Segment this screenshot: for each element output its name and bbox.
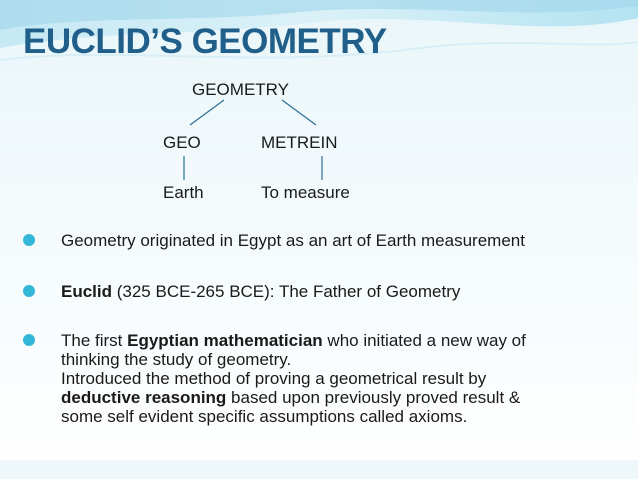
bullet-dot-icon xyxy=(23,334,35,346)
bullet-item xyxy=(23,231,613,251)
connector-root-right xyxy=(282,100,316,125)
bullet-dot-icon xyxy=(23,234,35,246)
bullet-line: deductive reasoning based upon previously proved result & xyxy=(61,388,521,407)
bullet-line: thinking the study of geometry. xyxy=(61,350,292,369)
bullet-line: some self evident specific assumptions called axioms. xyxy=(61,407,468,426)
bullet-line: The first Egyptian mathematician who initiated a new way of xyxy=(61,331,526,350)
bullet-text: Euclid (325 BCE-265 BCE): The Father of Geometry xyxy=(61,282,461,301)
diagram-left-label: GEO xyxy=(163,133,201,152)
bullet-dot-icon xyxy=(23,285,35,297)
bullet-item xyxy=(23,282,613,302)
bullet-text xyxy=(61,331,621,426)
diagram-right-meaning: To measure xyxy=(261,183,350,202)
bullet-bold-euclid: Euclid xyxy=(61,282,113,301)
diagram-right-label: METREIN xyxy=(261,133,338,152)
diagram-root-label: GEOMETRY xyxy=(192,80,289,99)
slide-title: EUCLID’S GEOMETRY xyxy=(23,22,387,61)
connector-root-left xyxy=(190,100,224,125)
bullet-item xyxy=(23,331,613,431)
diagram-left-meaning: Earth xyxy=(163,183,204,202)
bullet-text: Geometry originated in Egypt as an art of Earth measurement xyxy=(61,231,525,250)
bullet-line: Introduced the method of proving a geometrical result by xyxy=(61,369,487,388)
